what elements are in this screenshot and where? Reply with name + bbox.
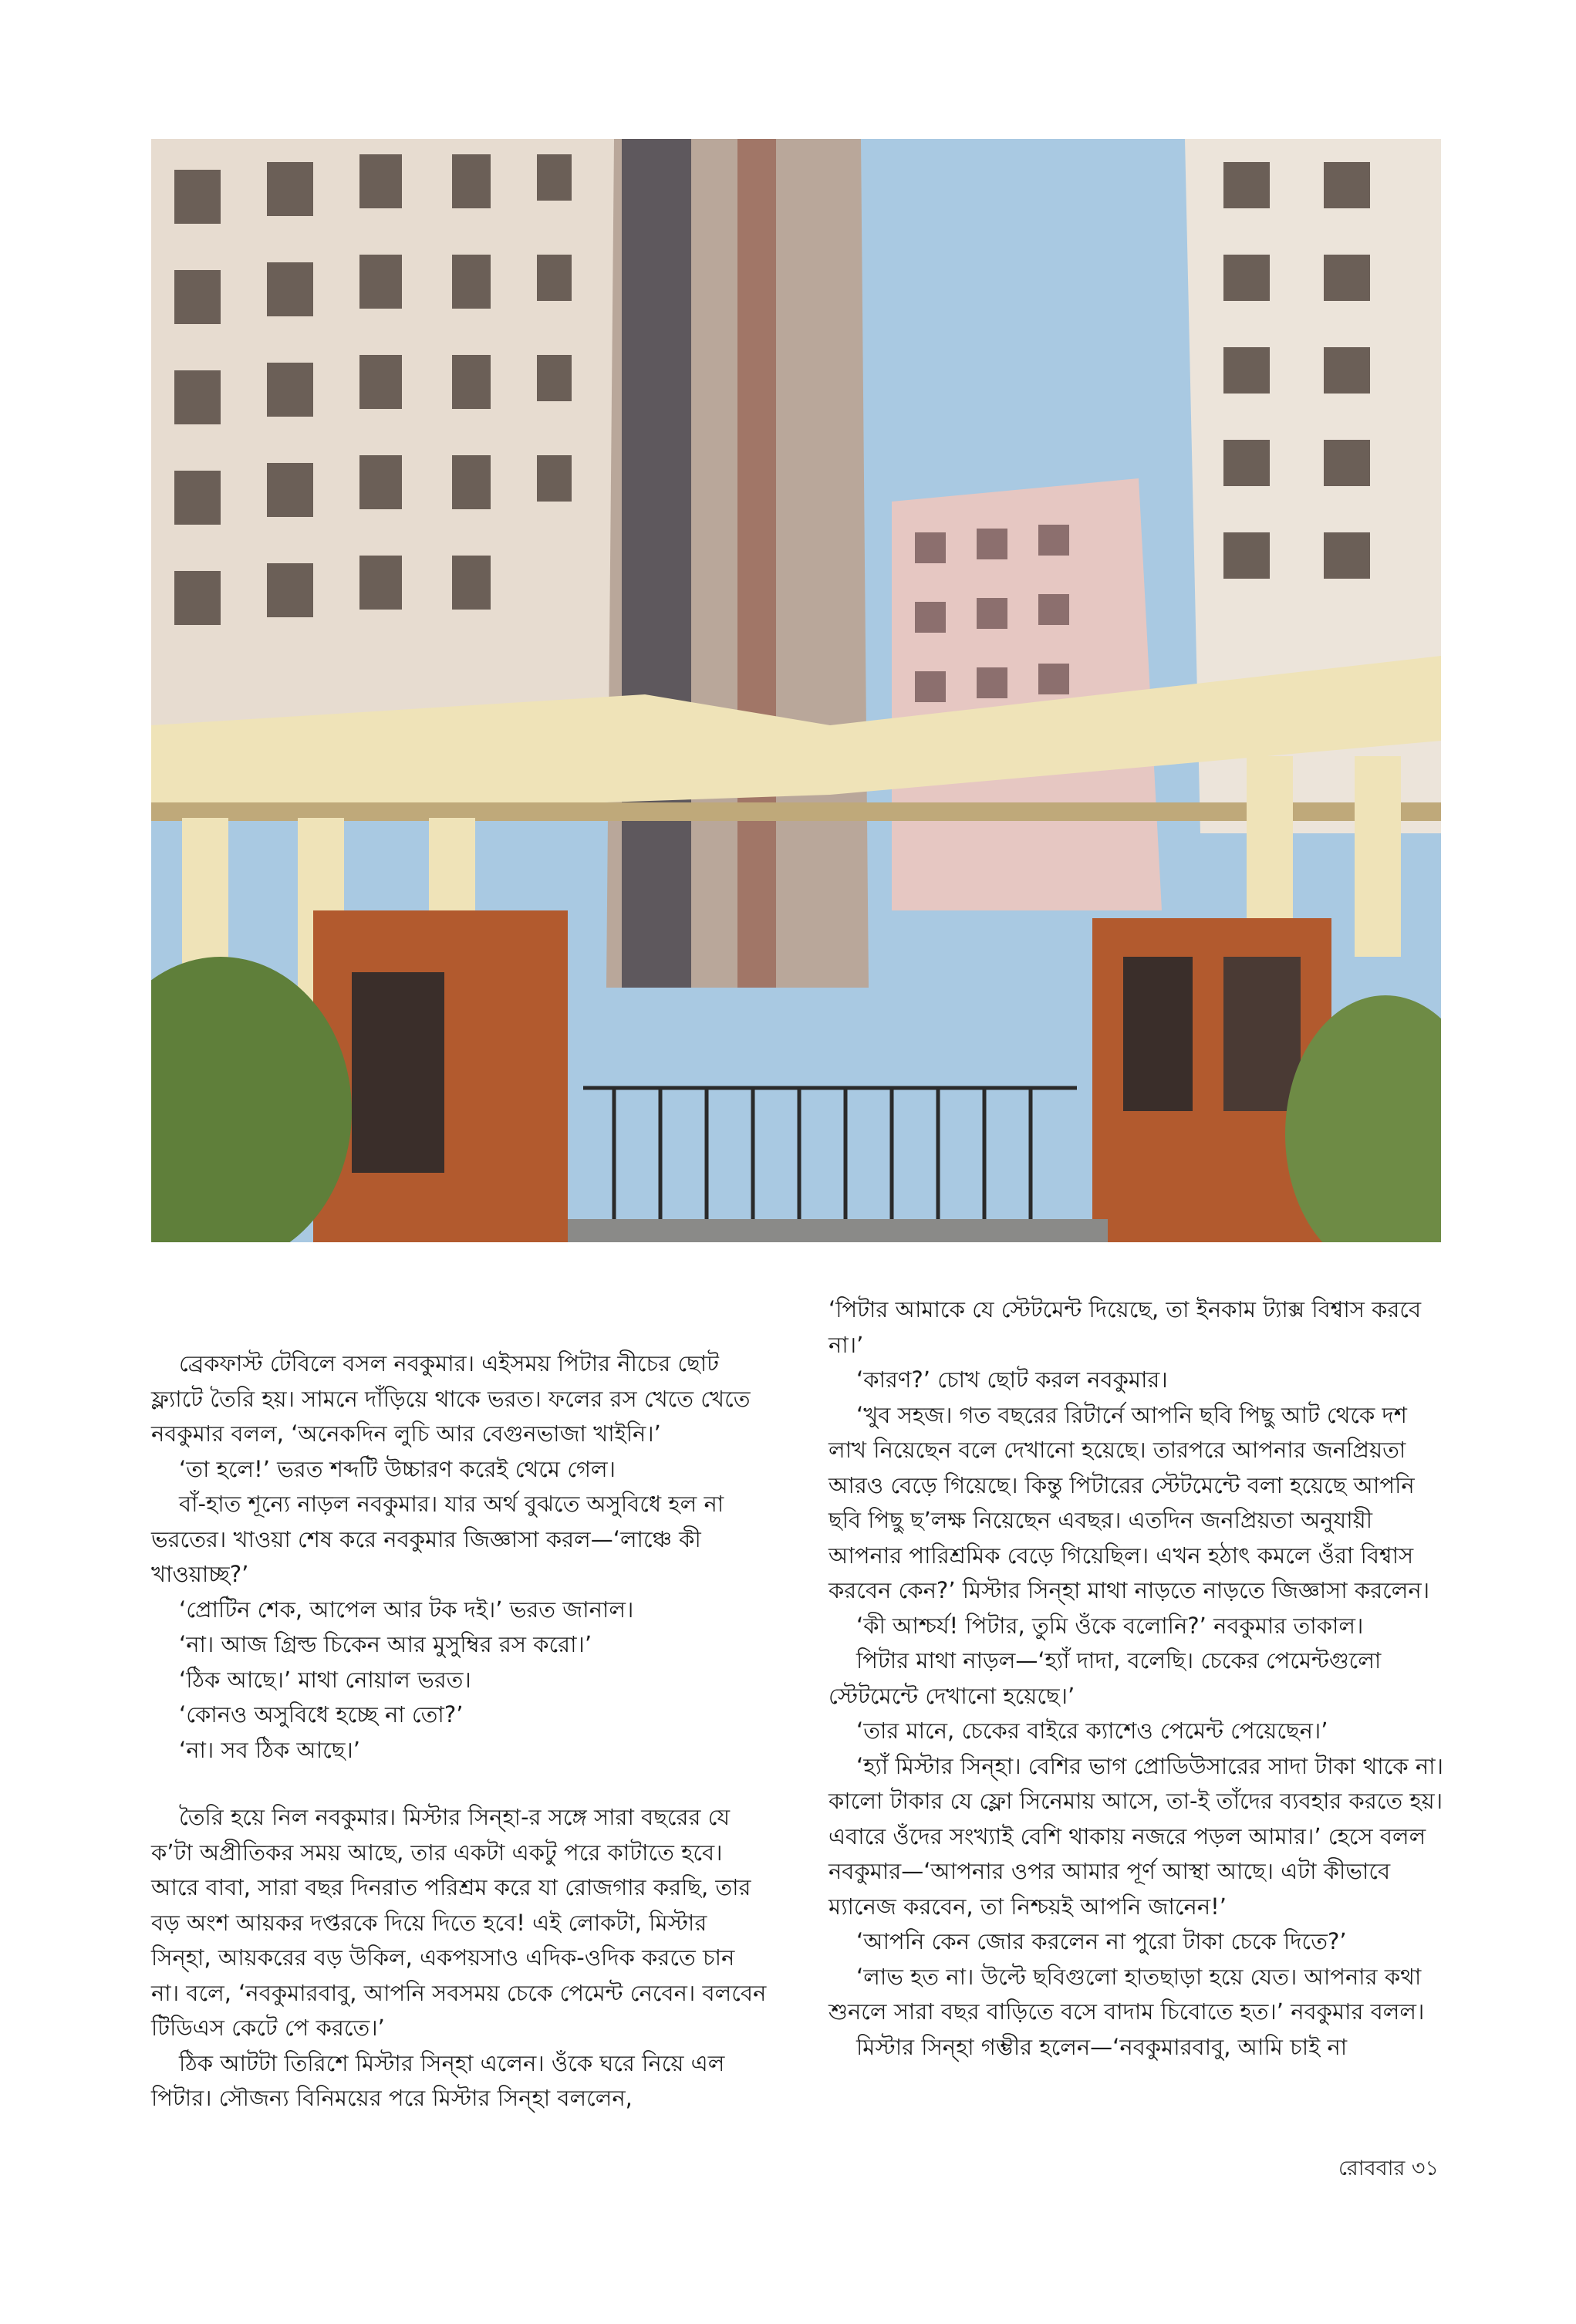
paragraph: তৈরি হয়ে নিল নবকুমার। মিস্টার সিন্হা-র সঙ্গে সারা বছরের যে ক’টা অপ্রীতিকর সময় আছে, তার একটা একটু পরে কাটাতে হবে। আরে বাবা, সারা বছর দিনরাত পরিশ্রম করে যা রোজগার করছি, তার বড় অংশ আয়কর দপ্তরকে দিয়ে দিতে হবে! এই লোকটা, মিস্টার সিন্হা, আয়করের বড় উকিল, একপয়সাও এদিক-ওদিক করতে চান না। বলে, ‘নবকুমারবাবু, আপনি সবসময় চেকে পেমেন্ট নেবেন। বলবেন টিডিএস কেটে পে করতে।’ bbox=[151, 1804, 767, 2041]
center-tower-stripe bbox=[737, 139, 776, 988]
story-column-left bbox=[151, 1292, 768, 2116]
paragraph: পিটার মাথা নাড়ল—‘হ্যাঁ দাদা, বলেছি। চেকের পেমেন্টগুলো স্টেটমেন্টে দেখানো হয়েছে।’ bbox=[828, 1647, 1382, 1709]
paragraph: ‘কী আশ্চর্য! পিটার, তুমি ওঁকে বলোনি?’ নবকুমার তাকাল। bbox=[856, 1612, 1364, 1639]
paragraph: ‘হ্যাঁ মিস্টার সিন্হা। বেশির ভাগ প্রোডিউসারের সাদা টাকা থাকে না। কালো টাকার যে ফ্লো সিনেমায় আসে, তা-ই তাঁদের ব্যবহার করতে হয়। এবারে ওঁদের সংখ্যাই বেশি থাকায় নজরে পড়ল আমার।’ হেসে বলল নবকুমার—‘আপনার ওপর আমার পূর্ণ আস্থা আছে। এটা কীভাবে ম্যানেজ করবেন, তা নিশ্চয়ই আপনি জানেন!’ bbox=[828, 1752, 1443, 1920]
apartment-towers-illustration bbox=[151, 139, 1441, 1242]
right-wall-window-1 bbox=[1123, 957, 1193, 1111]
driveway bbox=[568, 1219, 1108, 1242]
paragraph: ‘খুব সহজ। গত বছরের রিটার্নে আপনি ছবি পিছু আট থেকে দশ লাখ নিয়েছেন বলে দেখানো হয়েছে। তারপরে আপনার জনপ্রিয়তা আরও বেড়ে গিয়েছে। কিন্তু পিটারের স্টেটমেন্টে বলা হয়েছে আপনি ছবি পিছু ছ’লক্ষ নিয়েছেন এবছর। এতদিন জনপ্রিয়তা অনুযায়ী আপনার পারিশ্রমিক বেড়ে গিয়েছিল। এখন হঠাৎ কমলে ওঁরা বিশ্বাস করবেন কেন?’ মিস্টার সিন্হা মাথা নাড়তে নাড়তে জিজ্ঞাসা করলেন। bbox=[828, 1401, 1430, 1603]
paragraph: ‘কোনও অসুবিধে হচ্ছে না তো?’ bbox=[179, 1701, 464, 1728]
paragraph: ‘লাভ হত না। উল্টে ছবিগুলো হাতছাড়া হয়ে যেত। আপনার কথা শুনলে সারা বছর বাড়িতে বসে বাদাম চিবোতে হত।’ নবকুমার বলল। bbox=[828, 1963, 1425, 2025]
paragraph: ‘না। আজ গ্রিল্ড চিকেন আর মুসুম্বির রস করো।’ bbox=[179, 1631, 592, 1657]
paragraph: বাঁ-হাত শূন্যে নাড়ল নবকুমার। যার অর্থ বুঝতে অসুবিধে হল না ভরতের। খাওয়া শেষ করে নবকুমার জিজ্ঞাসা করল—‘লাঞ্চে কী খাওয়াচ্ছ?’ bbox=[151, 1491, 724, 1587]
page-folio: রোববার ৩১ bbox=[1338, 2157, 1439, 2180]
illustration-drawing bbox=[151, 139, 1441, 1242]
paragraph: ‘প্রোটিন শেক, আপেল আর টক দই।’ ভরত জানাল। bbox=[179, 1596, 634, 1623]
paragraph: ‘আপনি কেন জোর করলেন না পুরো টাকা চেকে দিতে?’ bbox=[856, 1928, 1347, 1954]
right-wall-window-2 bbox=[1223, 957, 1301, 1111]
paragraph: ‘পিটার আমাকে যে স্টেটমেন্ট দিয়েছে, তা ইনকাম ট্যাক্স বিশ্বাস করবে না।’ bbox=[828, 1296, 1422, 1358]
paragraph: ‘তা হলে!’ ভরত শব্দটি উচ্চারণ করেই থেমে গেল। bbox=[179, 1455, 616, 1482]
paragraph: ‘না। সব ঠিক আছে।’ bbox=[179, 1736, 360, 1763]
center-tower-glass bbox=[622, 139, 691, 988]
left-wall-door bbox=[352, 972, 444, 1173]
section-break bbox=[151, 1768, 768, 1800]
paragraph: ‘তার মানে, চেকের বাইরে ক্যাশেও পেমেন্ট পেয়েছেন।’ bbox=[856, 1718, 1328, 1744]
paragraph: মিস্টার সিন্হা গম্ভীর হলেন—‘নবকুমারবাবু, আমি চাই না bbox=[856, 2033, 1348, 2060]
paragraph: ‘ঠিক আছে।’ মাথা নোয়াল ভরত। bbox=[179, 1666, 471, 1693]
paragraph: ঠিক আটটা তিরিশে মিস্টার সিন্হা এলেন। ওঁকে ঘরে নিয়ে এল পিটার। সৌজন্য বিনিময়ের পরে মিস্টার সিন্হা বললেন, bbox=[151, 2049, 725, 2111]
story-column-right bbox=[828, 1292, 1446, 2065]
paragraph: ব্রেকফাস্ট টেবিলে বসল নবকুমার। এইসময় পিটার নীচের ছোট ফ্ল্যাটে তৈরি হয়। সামনে দাঁড়িয়ে থাকে ভরত। ফলের রস খেতে খেতে নবকুমার বলল, ‘অনেকদিন লুচি আর বেগুনভাজা খাইনি।’ bbox=[151, 1350, 751, 1447]
paragraph: ‘কারণ?’ চোখ ছোট করল নবকুমার। bbox=[856, 1366, 1168, 1393]
